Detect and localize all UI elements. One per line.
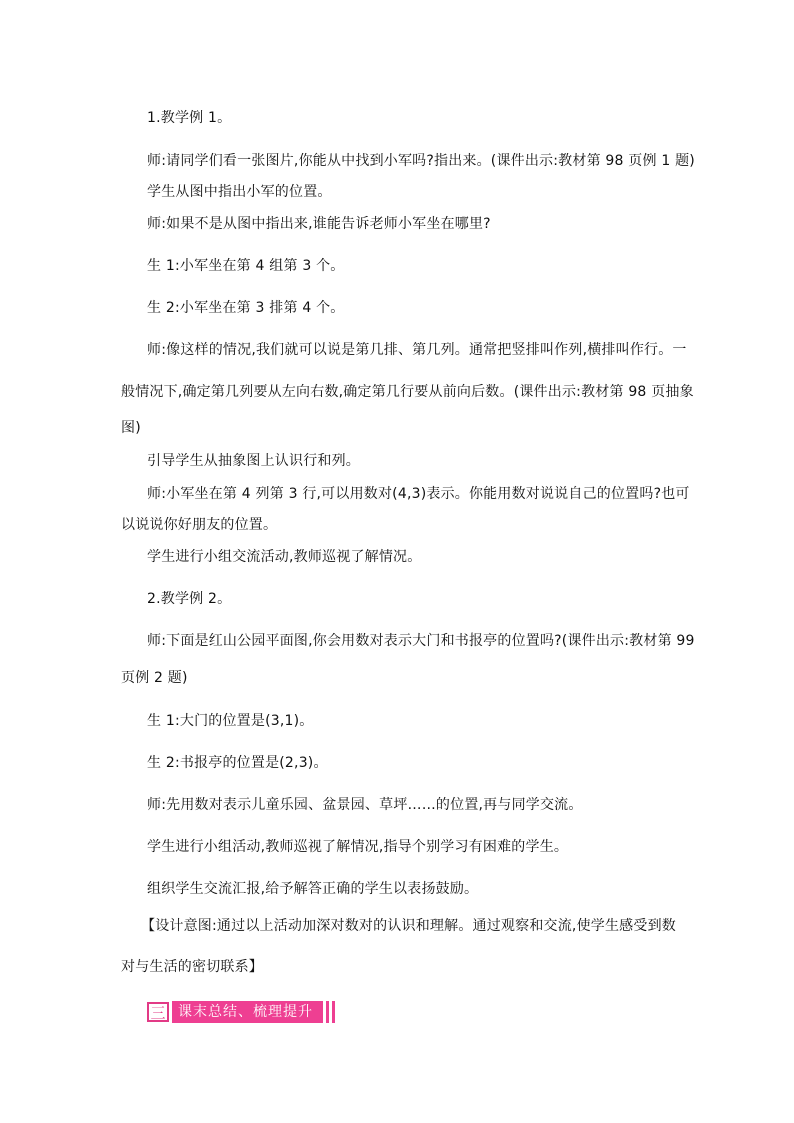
paragraph-line: 生 2:书报亭的位置是(2,3)。 — [147, 755, 328, 771]
paragraph-line: 师:请同学们看一张图片,你能从中找到小军吗?指出来。(课件出示:教材第 98 页例 1 题) — [147, 153, 695, 169]
paragraph-line: 以说说你好朋友的位置。 — [121, 517, 278, 533]
paragraph-line: 生 1:大门的位置是(3,1)。 — [147, 713, 314, 729]
section-title: 课末总结、梳理提升 — [172, 1001, 323, 1023]
paragraph-line: 学生从图中指出小军的位置。 — [147, 184, 332, 200]
paragraph-line: 图) — [121, 420, 141, 436]
paragraph-line: 师:先用数对表示儿童乐园、盆景园、草坪……的位置,再与同学交流。 — [147, 797, 583, 813]
paragraph-line: 页例 2 题) — [121, 670, 188, 686]
step-2-heading: 2.教学例 2。 — [147, 591, 232, 607]
paragraph-line: 引导学生从抽象图上认识行和列。 — [147, 453, 360, 469]
paragraph-line: 生 1:小军坐在第 4 组第 3 个。 — [147, 258, 345, 274]
paragraph-line: 师:像这样的情况,我们就可以说是第几排、第几列。通常把竖排叫作列,横排叫作行。一 — [147, 342, 687, 358]
paragraph-line: 师:小军坐在第 4 列第 3 行,可以用数对(4,3)表示。你能用数对说说自己的位置吗?也可 — [147, 486, 690, 502]
paragraph-line: 般情况下,确定第几列要从左向右数,确定第几行要从前向后数。(课件出示:教材第 98 页抽象 — [121, 384, 694, 400]
paragraph-line: 生 2:小军坐在第 3 排第 4 个。 — [147, 300, 345, 316]
section-header — [147, 1001, 335, 1023]
section-bar-decoration — [332, 1001, 335, 1023]
paragraph-line: 组织学生交流汇报,给予解答正确的学生以表扬鼓励。 — [147, 881, 479, 897]
paragraph-line: 师:如果不是从图中指出来,谁能告诉老师小军坐在哪里? — [147, 216, 491, 232]
section-number: 三 — [147, 1002, 169, 1022]
paragraph-line: 学生进行小组活动,教师巡视了解情况,指导个别学习有困难的学生。 — [147, 839, 569, 855]
paragraph-line: 师:下面是红山公园平面图,你会用数对表示大门和书报亭的位置吗?(课件出示:教材第 99 — [147, 633, 695, 649]
paragraph-line: 学生进行小组交流活动,教师巡视了解情况。 — [147, 549, 422, 565]
section-bar-decoration — [326, 1001, 329, 1023]
design-intent-line: 【设计意图:通过以上活动加深对数对的认识和理解。通过观察和交流,使学生感受到数 — [141, 918, 676, 934]
design-intent-line: 对与生活的密切联系】 — [121, 959, 263, 975]
step-1-heading: 1.教学例 1。 — [147, 110, 232, 126]
